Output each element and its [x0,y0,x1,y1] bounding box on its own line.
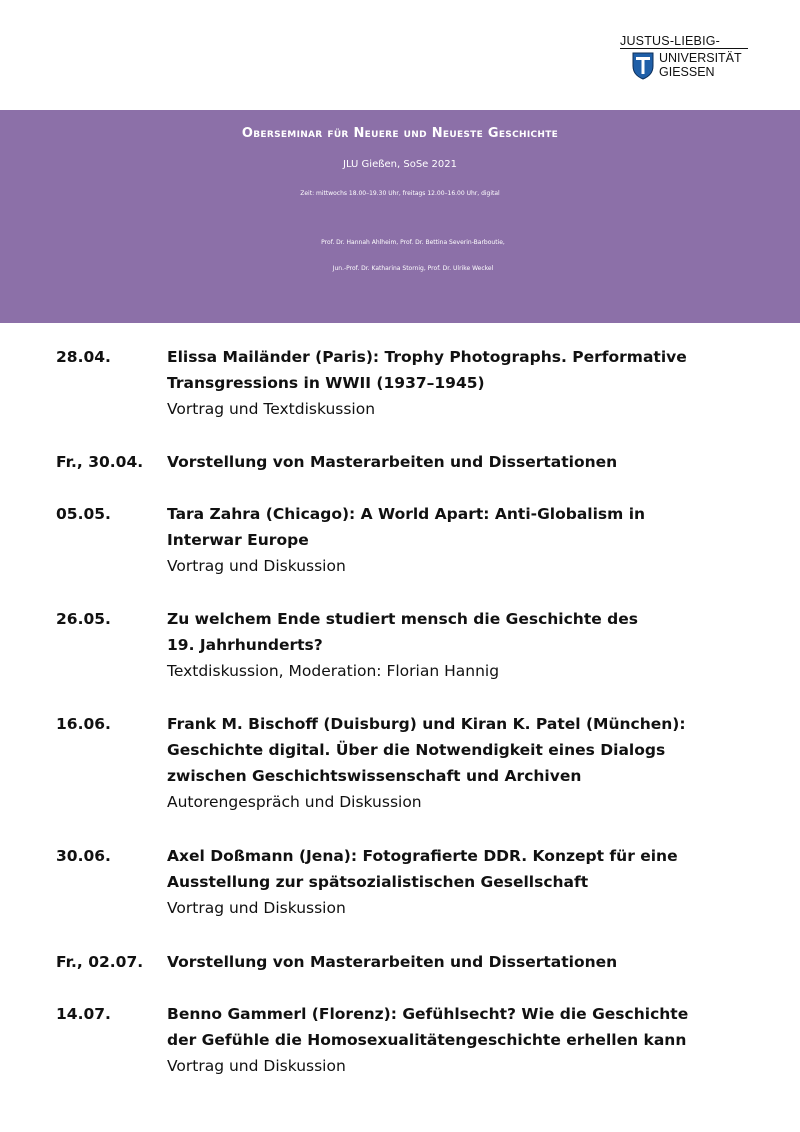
entry-content [167,449,747,475]
organizers-line-2: Jun.-Prof. Dr. Katharina Stornig, Prof. Dr. Ulrike Weckel [332,265,494,272]
entry-title-line: Axel Doßmann (Jena): Fotografierte DDR. Konzept für eine [167,847,678,865]
entry-title-line: Vorstellung von Masterarbeiten und Dissertationen [167,953,618,971]
entry-title-line: Ausstellung zur spätsozialistischen Gesellschaft [167,873,589,891]
entry-title-line: Interwar Europe [167,531,309,549]
entry-content [167,606,747,684]
university-logo [618,34,758,94]
entry-title-line: zwischen Geschichtswissenschaft und Archiven [167,767,582,785]
entry-title-line: Vorstellung von Masterarbeiten und Dissertationen [167,453,618,471]
entry-date: Fr., 30.04. [56,453,144,471]
entry-title-line: der Gefühle die Homosexualitätengeschichte erhellen kann [167,1031,687,1049]
entry-content [167,501,747,579]
entry-format: Vortrag und Diskussion [167,557,346,575]
entry-format: Vortrag und Textdiskussion [167,400,376,418]
logo-text-line3: GIESSEN [659,65,715,79]
seminar-subtitle: JLU Gießen, SoSe 2021 [343,159,457,170]
seminar-time: Zeit: mittwochs 18.00–19.30 Uhr, freitags 12.00–16.00 Uhr, digital [300,190,500,197]
entry-format: Vortrag und Diskussion [167,1057,346,1075]
entry-content [167,949,747,975]
organizers-line-1: Prof. Dr. Hannah Ahlheim, Prof. Dr. Bettina Severin-Barboutie, [321,239,505,246]
university-shield-icon [632,52,654,80]
entry-format: Autorengespräch und Diskussion [167,793,422,811]
entry-content [167,711,747,815]
entry-title-line: Tara Zahra (Chicago): A World Apart: Anti-Globalism in [167,505,646,523]
entry-title-line: Frank M. Bischoff (Duisburg) und Kiran K. Patel (München): [167,715,686,733]
entry-content [167,843,747,921]
logo-text-line1: JUSTUS-LIEBIG- [620,34,721,48]
logo-divider [620,48,748,49]
entry-title-line: 19. Jahrhunderts? [167,636,323,654]
logo-text-line2: UNIVERSITÄT [659,51,742,65]
entry-title-line: Elissa Mailänder (Paris): Trophy Photographs. Performative [167,348,687,366]
entry-title-line: Geschichte digital. Über die Notwendigkeit eines Dialogs [167,741,666,759]
entry-title-line: Transgressions in WWII (1937–1945) [167,374,485,392]
entry-date: 05.05. [56,505,111,523]
entry-date: 16.06. [56,715,111,733]
entry-content [167,344,747,422]
entry-date: Fr., 02.07. [56,953,144,971]
entry-date: 14.07. [56,1005,111,1023]
entry-format: Textdiskussion, Moderation: Florian Hannig [167,662,500,680]
entry-title-line: Zu welchem Ende studiert mensch die Geschichte des [167,610,638,628]
entry-date: 28.04. [56,348,111,366]
entry-content [167,1001,747,1079]
seminar-title: Oberseminar für Neuere und Neueste Geschichte [241,126,559,141]
entry-format: Vortrag und Diskussion [167,899,346,917]
entry-date: 26.05. [56,610,111,628]
header-banner [0,110,800,323]
entry-title-line: Benno Gammerl (Florenz): Gefühlsecht? Wie die Geschichte [167,1005,689,1023]
entry-date: 30.06. [56,847,111,865]
